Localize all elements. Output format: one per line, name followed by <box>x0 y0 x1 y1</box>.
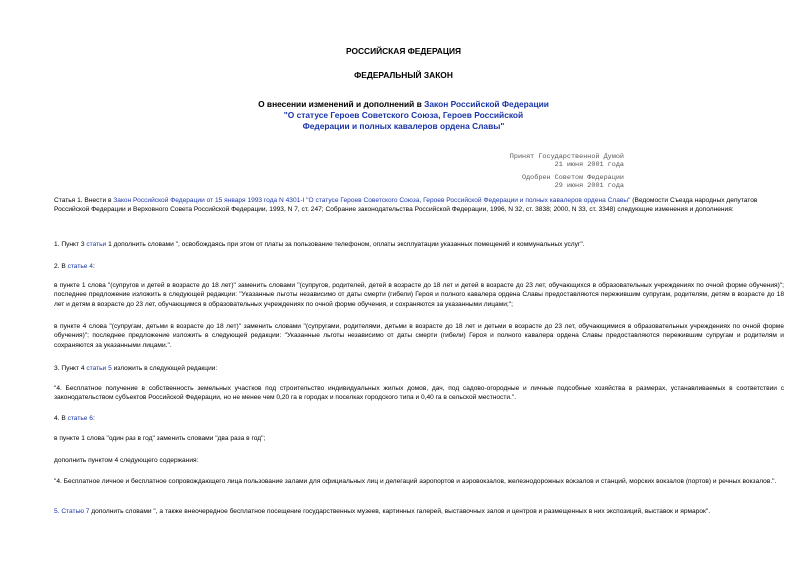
duma-line1: Принят Государственной Думой <box>509 153 624 161</box>
item-2-pre: 2. В <box>54 263 68 270</box>
item-1-paragraph <box>39 240 784 249</box>
duma-line2: 21 июня 2001 года <box>554 161 624 169</box>
duma-adoption <box>510 153 624 169</box>
item-2-link[interactable]: статье 4 <box>67 263 93 270</box>
item-3-post: изложить в следующей редакции: <box>111 365 218 372</box>
council-line2: 29 июня 2001 года <box>554 182 624 190</box>
item-4-paragraph <box>39 414 784 423</box>
title-prefix: О внесении изменений и дополнений в <box>258 99 425 109</box>
item-3-paragraph <box>39 364 784 373</box>
item-3a-paragraph: "4. Бесплатное получение в собственность земельных участков под строительство индивидуальных жилых домов, дач, под садово-огородные и личные подсобные хозяйства в размерах, устанавливаемых в соответствии с законодательством субъектов Российской Федерации, но не менее чем 0,20 га в городах и поселках городского типа и 0,40 га в сельской местности.". <box>54 385 784 402</box>
article-1-law-link[interactable]: Закон Российской Федерации от 15 января 1993 года N 4301-I "О статусе Героев Советского Союза, Героев Российской Федерации и полных кавалеров ордена Славы" <box>113 197 631 204</box>
law-title <box>0 99 807 110</box>
item-2-paragraph <box>39 262 784 271</box>
country-heading: РОССИЙСКАЯ ФЕДЕРАЦИЯ <box>345 46 462 56</box>
item-4-link[interactable]: статье 6 <box>67 415 93 422</box>
item-2a-paragraph: в пункте 1 слова "(супругов и детей в возрасте до 18 лет)" заменить словами "(супругов, родителей, детей в возрасте до 18 лет и детей в возрасте до 23 лет, обучающихся в образовательных учреждениях по очной форме обучения)"; последнее предложение изложить в следующей редакции: "Указанные льготы независимо от даты смерти (гибели) Героя и полного кавалера ордена Славы предоставляются пережившим супругам, родителям, детям в возрасте до 18 лет и детям в возрасте до 23 лет, обучающимся в образовательных учреждениях по очной форме обучения, и сохраняются за указанными лицами;"; <box>54 282 784 308</box>
item-4c-paragraph: "4. Бесплатное личное и бесплатное сопровождающего лица пользование залами для официальных лиц и делегаций аэропортов и аэровокзалов, железнодорожных вокзалов и станций, морских вокзалов (портов) и речных вокзалов.". <box>54 478 777 485</box>
article-1-post: (Ведомости Съезда народных депутатов Российской Федерации и Верховного Совета Российской Федерации, 1993, N 7, ст. 247; Собрание законодательства Российской Федерации, 1996, N 32, ст. 3838; 2000, N 33, ст. 3348) следующие изменения и дополнения: <box>54 197 758 214</box>
item-4-post: : <box>92 415 95 422</box>
doc-type-heading: ФЕДЕРАЛЬНЫЙ ЗАКОН <box>354 70 453 80</box>
title-link-law[interactable]: Закон Российской Федерации <box>424 99 549 109</box>
council-approval <box>522 174 624 190</box>
item-4b-paragraph: дополнить пунктом 4 следующего содержания: <box>54 457 199 464</box>
item-4a-paragraph: в пункте 1 слова "один раз в год" заменить словами "два раза в год"; <box>54 435 266 442</box>
item-3-link[interactable]: статьи 5 <box>86 365 112 372</box>
item-2b-paragraph: в пункте 4 слова "(супругам, детьми в возрасте до 18 лет)" заменить словами "(супругами, родителями, детьми в возрасте до 18 лет и детьми в возрасте до 23 лет, обучающимися в образовательных учреждениях по очной форме обучения)"; последнее предложение изложить в следующей редакции: "Указанные льготы независимо от даты смерти (гибели) Героя и полного кавалера ордена Славы предоставляются пережившим супругам и родителям и сохраняются за указанными лицами.". <box>54 323 784 349</box>
item-2-post: : <box>92 263 95 270</box>
item-5-paragraph <box>39 507 784 516</box>
item-1-pre: 1. Пункт 3 <box>54 241 87 248</box>
item-5-post: дополнить словами ", а также внеочередное бесплатное посещение государственных музеев, картинных галерей, выставочных залов и центров и размещенных в них экспозиций, выставок и ярмарок". <box>89 508 711 515</box>
title-link-line2[interactable]: "О статусе Героев Советского Союза, Героев Российской <box>283 110 524 120</box>
item-4-pre: 4. В <box>54 415 68 422</box>
council-line1: Одобрен Советом Федерации <box>522 174 624 182</box>
item-1-post: 1 дополнить словами ", освобождаясь при этом от платы за пользование телефоном, оплаты эксплуатации указанных помещений и коммунальных услуг". <box>106 241 585 248</box>
article-1-pre: Статья 1. Внести в <box>54 197 114 204</box>
item-3-pre: 3. Пункт 4 <box>54 365 87 372</box>
article-1-paragraph <box>39 196 784 215</box>
item-5-link[interactable]: 5. Статью 7 <box>54 508 90 515</box>
item-1-link[interactable]: статьи <box>86 241 107 248</box>
title-link-line3[interactable]: Федерации и полных кавалеров ордена Славы" <box>302 121 505 131</box>
